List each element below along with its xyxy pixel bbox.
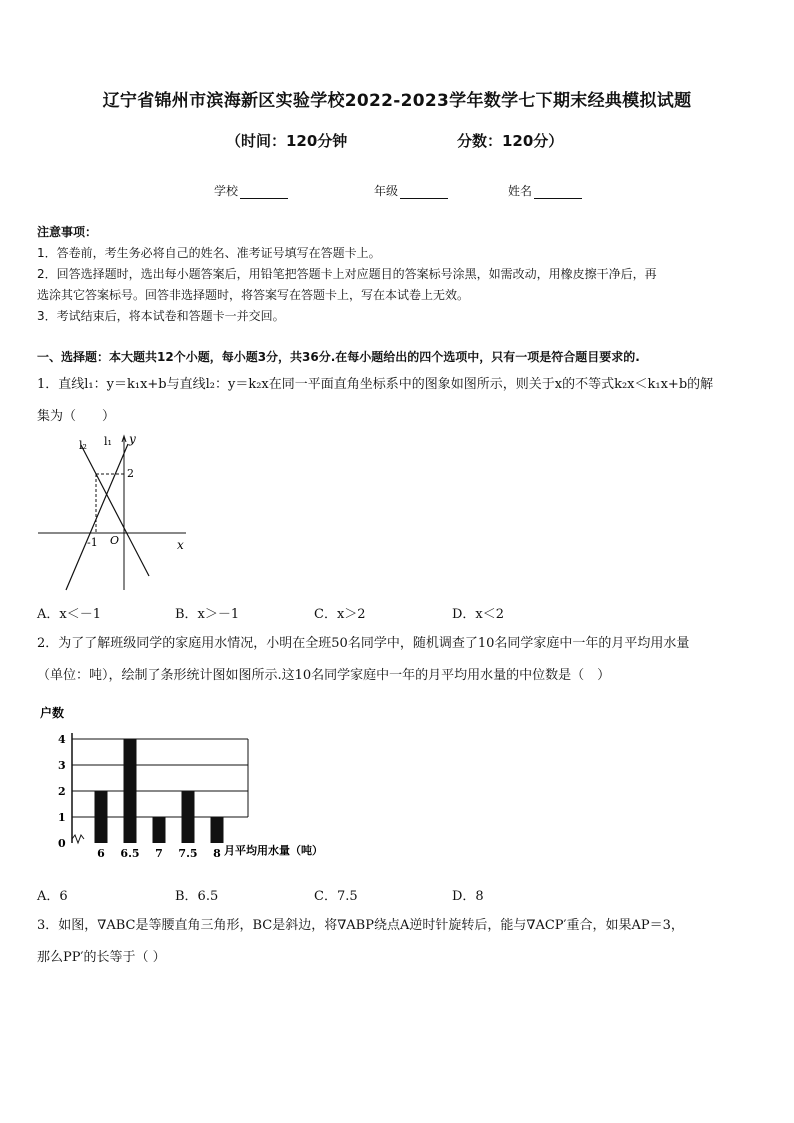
chart-ytick-label: 0 [58,837,66,850]
label-x: x [177,538,184,552]
q2-option-b[interactable]: B．6.5 [175,889,219,904]
chart-bar [153,817,166,843]
school-field [214,182,288,199]
exam-title: 辽宁省锦州市滨海新区实验学校2022-2023学年数学七下期末经典模拟试题 [102,91,692,111]
exam-score: 分数：120分） [457,132,564,150]
chart-bar [95,791,108,843]
grade-blank[interactable] [400,186,448,199]
name-label: 姓名 [508,184,533,198]
chart-ytick-label: 4 [58,733,66,746]
q1-option-a[interactable]: A．x＜－1 [37,607,101,622]
q1-text-line2: 集为（ ） [37,409,116,424]
q2-text-line2: （单位：吨），绘制了条形统计图如图所示.这10名同学家庭中一年的月平均用水量的中位数是（ ） [37,668,611,683]
notice-item: 选涂其它答案标号。回答非选择题时，将答案写在答题卡上，写在本试卷上无效。 [37,288,470,302]
chart-ytick-label: 2 [58,785,66,798]
grade-label: 年级 [374,184,399,198]
label-y: y [129,432,136,446]
label-l1: l₁ [104,435,112,448]
chart-ylabel: 户数 [40,706,65,720]
q2-option-c[interactable]: C．7.5 [314,889,358,904]
chart-xlabel: 月平均用水量（吨） [224,844,323,857]
chart-xtick-label: 7 [155,847,163,860]
q2-options [37,885,759,903]
chart-xtick-label: 7.5 [178,847,198,860]
q1-text-line1: 1．直线l₁：y＝k₁x+b与直线l₂：y＝k₂x在同一平面直角坐标系中的图象如图所示，则关于x的不等式k₂x＜k₁x+b的解 [37,377,714,392]
chart-xtick-label: 8 [213,847,221,860]
chart-bar [182,791,195,843]
chart-bar [124,739,137,843]
notice-item: 2．回答选择题时，选出每小题答案后，用铅笔把答题卡上对应题目的答案标号涂黑，如需改动，用橡皮擦干净后，再 [37,267,657,281]
q1-option-c[interactable]: C．x＞2 [314,607,366,622]
name-field [508,182,582,199]
chart-ytick-label: 1 [58,811,66,824]
q3-text-line1: 3．如图，∇ABC是等腰直角三角形，BC是斜边，将∇ABP绕点A逆时针旋转后，能与∇ACP′重合，如果AP＝3， [37,918,684,933]
question-3 [37,910,759,974]
label-two: 2 [127,467,134,480]
chart-bar [211,817,224,843]
exam-time: （时间：120分钟 [226,132,348,150]
notice-item: 3．考试结束后，将本试卷和答题卡一并交回。 [37,309,285,323]
q1-option-b[interactable]: B．x＞－1 [175,607,240,622]
line-l2 [81,445,149,576]
label-neg1: -1 [87,536,98,549]
label-l2: l₂ [79,439,87,452]
q1-option-d[interactable]: D．x＜2 [452,607,505,622]
question-2 [37,628,759,692]
q1-options [37,603,759,621]
q2-option-d[interactable]: D．8 [452,889,484,904]
question-1 [37,369,759,433]
q1-graph [36,430,196,595]
notice-block [37,222,759,327]
section-heading: 一、选择题：本大题共12个小题，每小题3分，共36分.在每小题给出的四个选项中，只有一项是符合题目要求的. [37,350,640,364]
notice-item: 1．答卷前，考生务必将自己的姓名、准考证号填写在答题卡上。 [37,246,381,260]
q2-text-line1: 2．为了了解班级同学的家庭用水情况，小明在全班50名同学中，随机调查了10名同学家庭中一年的月平均用水量 [37,636,690,651]
notice-heading: 注意事项： [37,225,98,239]
school-label: 学校 [214,184,239,198]
q2-bar-chart [34,702,354,862]
chart-xtick-label: 6.5 [120,847,140,860]
axis-break-icon [72,835,84,843]
q2-option-a[interactable]: A．6 [37,889,68,904]
chart-ytick-label: 3 [58,759,66,772]
name-blank[interactable] [534,186,582,199]
chart-xtick-label: 6 [97,847,105,860]
grade-field [374,182,448,199]
q3-text-line2: 那么PP′的长等于（ ） [37,950,166,965]
school-blank[interactable] [240,186,288,199]
label-origin: O [110,534,120,547]
